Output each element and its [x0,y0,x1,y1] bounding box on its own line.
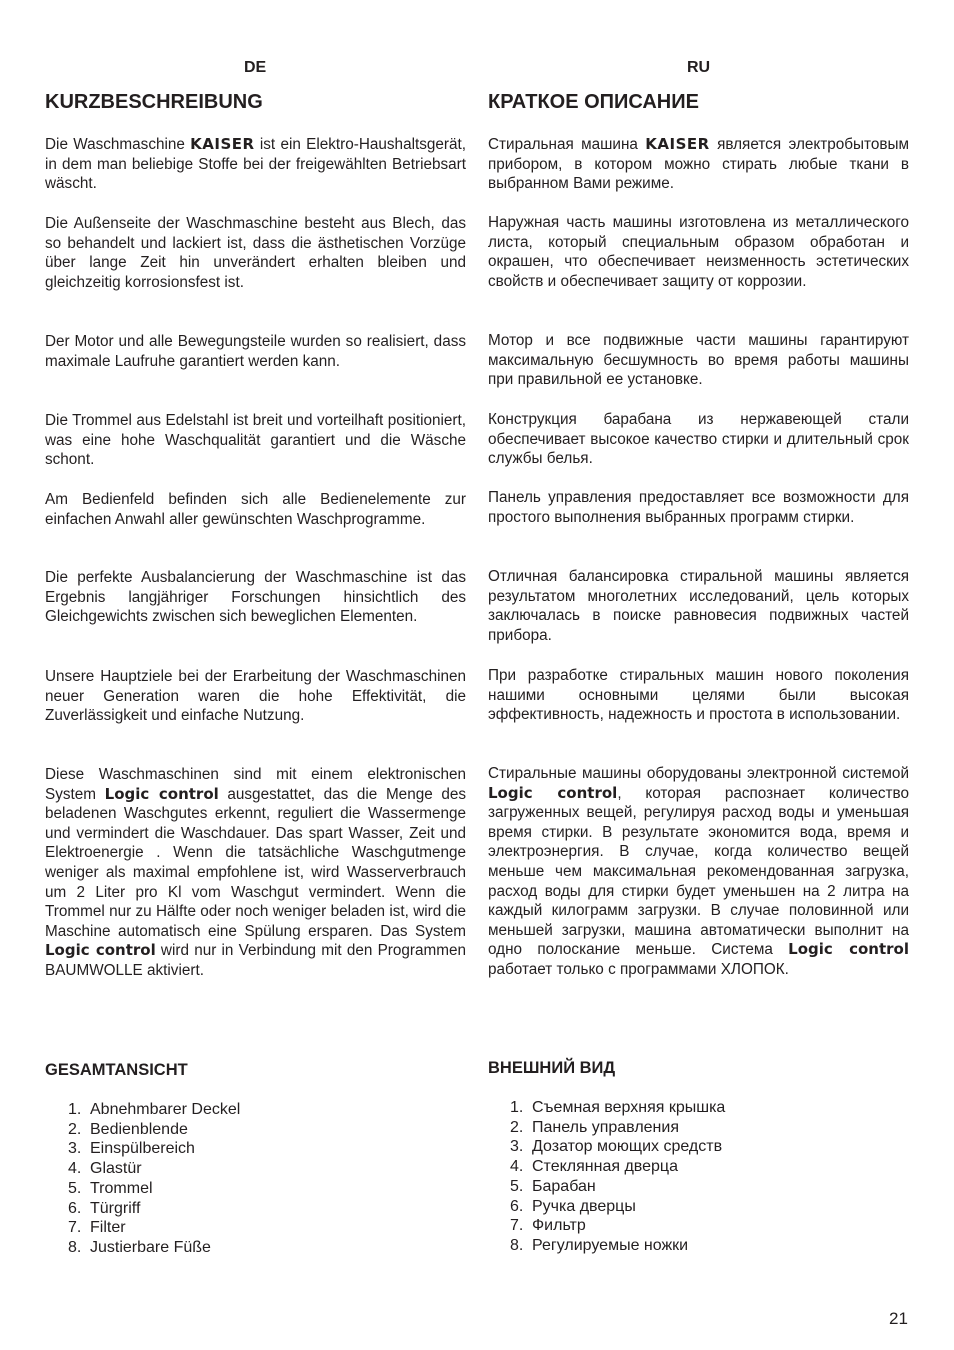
item-label: Justierbare Füße [90,1238,211,1256]
item-number: 1. [68,1101,82,1118]
paragraph-drum-ru: Конструкция барабана из нержавеющей стали обеспечивает высокое качество стирки и длительный срок службы белья. [488,411,909,468]
item-number: 7. [68,1219,82,1237]
list-item [68,1100,240,1120]
text: Стиральная машина [488,136,646,153]
paragraph-exterior-ru: Наружная часть машины изготовлена из металлического листа, который специальным образом обработан и окрашен, что обеспечивает неизменность эстетических свойств и обеспечивает защиту от коррозии. [488,214,909,290]
item-number: 6. [510,1197,524,1215]
item-label: Türgriff [90,1199,141,1217]
item-label: Регулируемые ножки [532,1236,689,1254]
item-number: 8. [68,1238,82,1256]
list-item [68,1179,240,1199]
item-number: 8. [510,1236,524,1254]
item-number: 5. [68,1179,82,1197]
paragraph-motor-ru: Мотор и все подвижные части машины гарантируют максимальную бесшумность во время работы машины при правильной ее установке. [488,332,909,389]
paragraph-balance-de: Die perfekte Ausbalancierung der Waschmaschine ist das Ergebnis langjähriger Forschungen hinsichtlich des Gleichgewichts zwischen sich beweglichen Elementen. [45,569,466,626]
parts-list-de [68,1100,240,1258]
section-title-ru: КРАТКОЕ ОПИСАНИЕ [488,91,699,113]
item-number: 6. [68,1199,82,1217]
list-item [68,1159,240,1179]
overview-title-de: GESAMTANSICHT [45,1061,188,1079]
list-item [510,1098,725,1118]
list-item [510,1118,725,1138]
list-item [510,1177,725,1197]
text: ist ein Elektro-Haushaltsgerät, in dem man beliebige Stoffe bei der freigewählten Betriebsart wäscht. [45,136,466,193]
item-label: Дозатор моющих средств [532,1138,723,1156]
brand-name: KAISER [190,135,255,153]
text: является электробытовым прибором, в котором можно стирать любые ткани в выбранном Вами режиме. [488,136,909,193]
parts-list-ru [510,1098,725,1256]
logic-control-label: Logic control [104,784,219,803]
list-item [68,1120,240,1140]
item-number: 4. [68,1160,82,1178]
item-number: 7. [510,1217,524,1235]
paragraph-logic-control-ru [488,764,909,980]
list-item [68,1199,240,1219]
paragraph-exterior-de: Die Außenseite der Waschmaschine besteht aus Blech, das so behandelt und lackiert ist, dass die ästhetischen Vorzüge über lange Zeit hin unverändert erhalten bleiben und gleichzeitig korrosionsfest ist. [45,215,466,291]
list-item [68,1238,240,1258]
list-item [510,1236,725,1256]
text: Die Waschmaschine [45,136,191,153]
logic-control-label: Logic control [488,783,618,802]
brand-name: KAISER [645,135,710,153]
item-number: 1. [510,1099,524,1116]
text: ausgestattet, das die Menge des beladenen Waschgutes erkennt, reguliert die Wassermenge und vermindert die Waschdauer. Das spart Wasser, Zeit und Elektroenergie . Wenn die tatsächliche Waschgutmenge weniger als maximal empfohlene ist, wird Wasserverbrauch um 2 Liter pro Kl vom Waschgut vermindert. Wenn die Trommel nur zu Hälfte oder noch weniger beladen ist, wird die Maschine automatisch eine Spülung ersparen. Das System [45,785,467,940]
logic-control-label: Logic control [45,941,156,960]
item-number: 2. [68,1120,82,1138]
overview-title-ru: ВНЕШНИЙ ВИД [488,1059,616,1077]
item-number: 3. [68,1140,82,1158]
paragraph-balance-ru: Отличная балансировка стиральной машины является результатом многолетних исследований, цель которых заключалась в поиске равновесия подвижных частей прибора. [488,568,909,644]
text: работает только с программами ХЛОПОК. [488,960,789,978]
section-title-de: KURZBESCHREIBUNG [45,91,263,113]
paragraph-drum-de: Die Trommel aus Edelstahl ist breit und vorteilhaft positioniert, was eine hohe Waschqualität garantiert und die Wäsche schont. [45,412,466,469]
text: wird nur in Verbindung mit den Programmen BAUMWOLLE aktiviert. [45,942,466,979]
paragraph-goals-ru: При разработке стиральных машин нового поколения нашими основными целями были высокая эффективность, надежность и простота в использовании. [488,667,909,724]
list-item [510,1216,725,1236]
item-label: Панель управления [532,1118,679,1136]
item-label: Съемная верхняя крышка [532,1099,726,1116]
item-label: Glastür [90,1160,142,1178]
list-item [68,1218,240,1238]
paragraph-intro-ru [488,135,909,194]
item-number: 5. [510,1177,524,1195]
text: Стиральные машины оборудованы электронной системой [488,765,909,782]
list-item [510,1137,725,1157]
list-item [510,1197,725,1217]
item-label: Bedienblende [90,1120,188,1138]
list-item [510,1157,725,1177]
item-number: 3. [510,1138,524,1156]
language-label-ru: RU [687,59,711,76]
paragraph-motor-de: Der Motor und alle Bewegungsteile wurden so realisiert, dass maximale Laufruhe garantiert werden kann. [45,333,466,370]
language-label-de: DE [244,59,267,76]
item-label: Фильтр [532,1217,586,1235]
text: , которая распознает количество загруженных вещей, регулируя расход воды и уменьшая время стирки. В результате экономится вода, время и электроэнергия. В случае, когда количество вещей меньше чем максимальная рекомендованная загрузка, расход воды для стирки будет уменьшен на 2 литра на каждый килограмм загрузки. В случае половинной или меньшей загрузки, машина автоматически выполнит на одно полоскание меньше. Система [488,784,910,959]
list-item [68,1139,240,1159]
paragraph-control-panel-de: Am Bedienfeld befinden sich alle Bedienelemente zur einfachen Anwahl aller gewünschten Waschprogramme. [45,491,466,528]
item-label: Trommel [90,1179,153,1197]
item-label: Einspülbereich [90,1140,195,1158]
page-number: 21 [889,1309,908,1328]
paragraph-goals-de: Unsere Hauptziele bei der Erarbeitung der Waschmaschinen neuer Generation waren die hohe Effektivität, die Zuverlässigkeit und einfache Nutzung. [45,668,466,725]
paragraph-control-panel-ru: Панель управления предоставляет все возможности для простого выполнения выбранных программ стирки. [488,489,909,526]
item-label: Filter [90,1219,126,1237]
item-number: 4. [510,1158,524,1176]
logic-control-label: Logic control [788,940,909,959]
paragraph-logic-control-de [45,765,466,981]
item-label: Барабан [532,1177,596,1195]
text: Diese Waschmaschinen sind mit einem elektronischen System [45,766,466,803]
item-label: Стеклянная дверца [532,1158,678,1176]
item-label: Abnehmbarer Deckel [90,1101,241,1118]
paragraph-intro-de [45,135,466,194]
item-number: 2. [510,1118,524,1136]
item-label: Ручка дверцы [532,1197,636,1215]
